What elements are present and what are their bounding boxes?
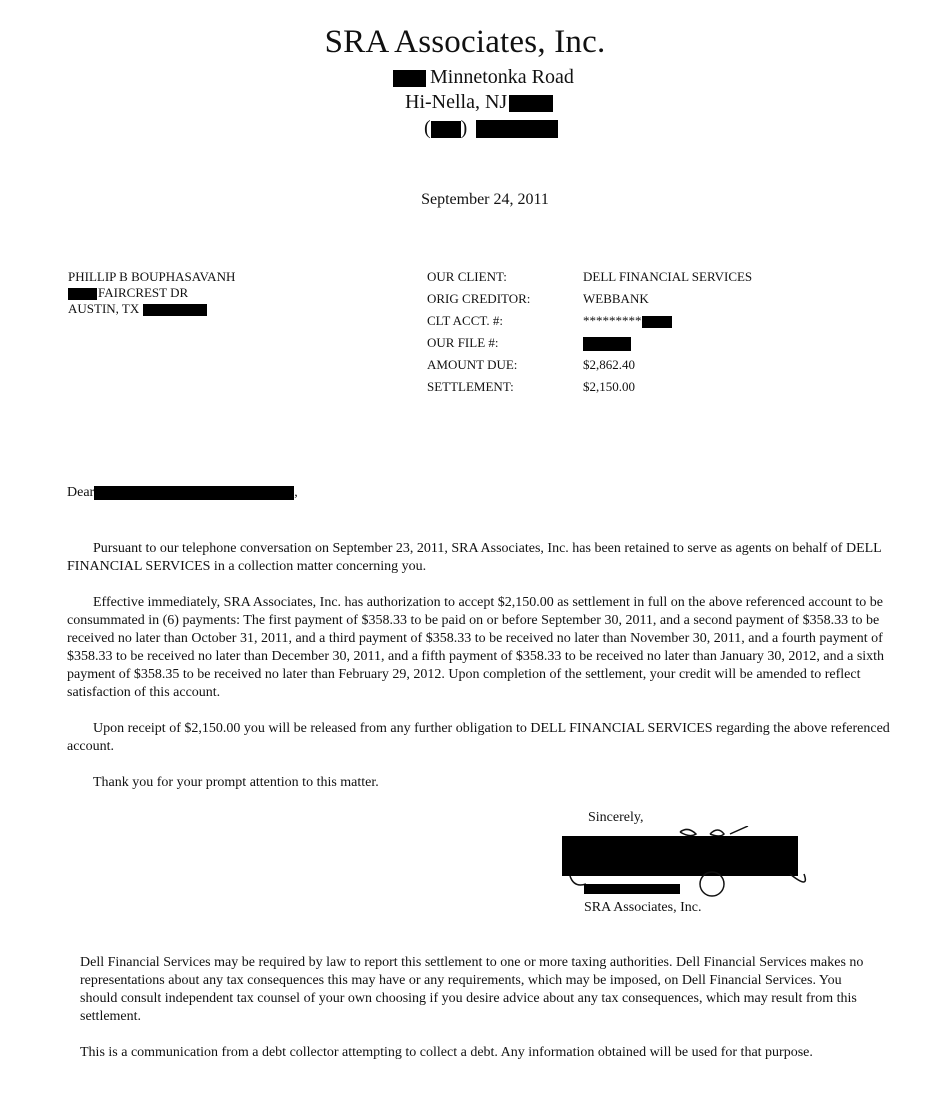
phone-open-paren: ( — [424, 117, 431, 139]
phone-close-paren: ) — [460, 117, 468, 139]
paragraph-3-text: Upon receipt of $2,150.00 you will be released from any further obligation to DELL FINANCIAL SERVICES regarding the above referenced account. — [67, 721, 890, 754]
value-amount-due: $2,862.40 — [583, 357, 635, 372]
paragraph-1-text: Pursuant to our telephone conversation on September 23, 2011, SRA Associates, Inc. has been retained to serve as agents on behalf of DELL FINANCIAL SERVICES in a collection matter concerning you. — [67, 541, 882, 574]
paragraph-4-text: Thank you for your prompt attention to this matter. — [93, 775, 379, 790]
recipient-street-text: FAIRCREST DR — [98, 285, 189, 300]
account-labels — [427, 266, 530, 398]
value-settlement: $2,150.00 — [583, 379, 635, 394]
signature-graphic — [560, 826, 820, 898]
redaction-box — [393, 70, 426, 87]
redaction-box — [583, 337, 631, 351]
company-name: SRA Associates, Inc. — [324, 24, 606, 60]
label-orig-creditor: ORIG CREDITOR: — [427, 291, 531, 306]
recipient-address — [68, 269, 235, 317]
redaction-box — [68, 288, 97, 300]
account-values — [583, 266, 752, 398]
paragraph-1 — [67, 540, 897, 576]
company-street-text: Minnetonka Road — [430, 66, 574, 88]
value-orig-creditor: WEBBANK — [583, 291, 649, 306]
debt-collector-disclosure: This is a communication from a debt collector attempting to collect a debt. Any information obtained will be used for that purpose. — [80, 1045, 813, 1060]
recipient-city-text: AUSTIN, TX — [68, 301, 140, 316]
company-street — [393, 66, 574, 89]
value-our-client: DELL FINANCIAL SERVICES — [583, 269, 753, 284]
signer-company: SRA Associates, Inc. — [584, 900, 702, 915]
redaction-box — [642, 316, 672, 328]
label-clt-acct: CLT ACCT. #: — [427, 313, 503, 328]
redaction-box — [143, 304, 207, 316]
closing: Sincerely, — [588, 810, 644, 825]
label-amount-due: AMOUNT DUE: — [427, 357, 518, 372]
label-our-file: OUR FILE #: — [427, 335, 499, 350]
label-our-client: OUR CLIENT: — [427, 269, 507, 284]
redaction-box — [509, 95, 553, 112]
clt-acct-mask: ********* — [583, 313, 642, 328]
salutation — [67, 485, 298, 501]
value-our-file — [583, 332, 752, 354]
label-settlement: SETTLEMENT: — [427, 379, 514, 394]
salutation-comma: , — [294, 485, 298, 500]
recipient-name: PHILLIP B BOUPHASAVANH — [68, 269, 236, 284]
paragraph-4 — [67, 774, 897, 792]
redaction-box — [431, 121, 461, 138]
redaction-box — [476, 120, 558, 138]
letter-date: September 24, 2011 — [421, 191, 549, 208]
company-city-text: Hi-Nella, NJ — [405, 91, 508, 113]
recipient-city — [68, 301, 235, 317]
value-clt-acct — [583, 310, 752, 332]
paragraph-2 — [67, 594, 897, 702]
redaction-box — [94, 486, 294, 500]
tax-notice: Dell Financial Services may be required by law to report this settlement to one or more taxing authorities. Dell Financial Services makes no representations about any tax consequences this may have or any requirements, which may be imposed, on Dell Financial Services. You should consult independent tax counsel of your own choosing if you desire advice about any tax consequences, which may result from this settlement. — [80, 955, 864, 1024]
recipient-street — [68, 285, 235, 301]
company-city — [405, 91, 553, 114]
paragraph-2-text: Effective immediately, SRA Associates, Inc. has authorization to accept $2,150.00 as settlement in full on the above referenced account to be consummated in (6) payments: The first payment of $358.33 to be paid on or before September 30, 2011, and a second payment of $358.33 to be received no later than October 31, 2011, and a third payment of $358.33 to be received no later than November 30, 2011, and a fourth payment of $358.33 to be received no later than December 30, 2011, and a fifth payment of $358.33 to be received no later than January 30, 2012, and a sixth payment of $358.35 to be received no later than February 29, 2012. Upon completion of the settlement, your credit will be amended to reflect satisfaction of this account. — [67, 595, 885, 700]
paragraph-3 — [67, 720, 897, 756]
salutation-text: Dear — [67, 485, 95, 500]
company-phone — [424, 117, 558, 140]
